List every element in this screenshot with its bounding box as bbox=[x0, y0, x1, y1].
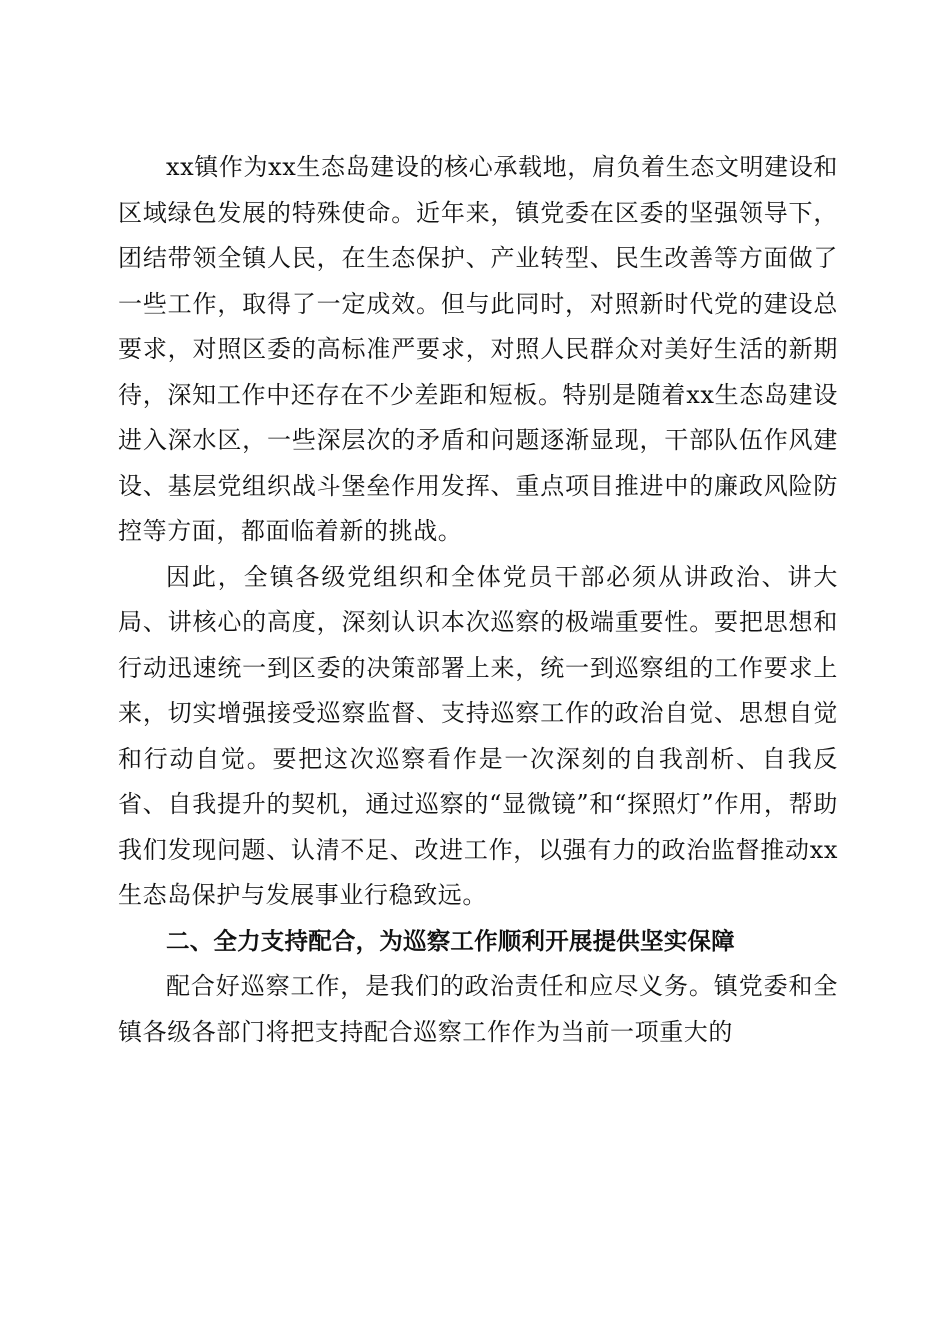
document-body bbox=[118, 145, 838, 1055]
paragraph-ecological-island-context: xx镇作为xx生态岛建设的核心承载地，肩负着生态文明建设和区域绿色发展的特殊使命。近年来，镇党委在区委的坚强领导下，团结带领全镇人民，在生态保护、产业转型、民生改善等方面做了一些工作，取得了一定成效。但与此同时，对照新时代党的建设总要求，对照区委的高标准严要求，对照人民群众对美好生活的新期待，深知工作中还存在不少差距和短板。特别是随着xx生态岛建设进入深水区，一些深层次的矛盾和问题逐渐显现，干部队伍作风建设、基层党组织战斗堡垒作用发挥、重点项目推进中的廉政风险防控等方面，都面临着新的挑战。 bbox=[118, 153, 838, 545]
paragraph-cooperation: 配合好巡察工作，是我们的政治责任和应尽义务。镇党委和全镇各级各部门将把支持配合巡察工作作为当前一项重大的 bbox=[118, 972, 838, 1046]
section-heading: 二、全力支持配合，为巡察工作顺利开展提供坚实保障 bbox=[166, 926, 735, 955]
paragraph-inspection-importance: 因此，全镇各级党组织和全体党员干部必须从讲政治、讲大局、讲核心的高度，深刻认识本次巡察的极端重要性。要把思想和行动迅速统一到区委的决策部署上来，统一到巡察组的工作要求上来，切实增强接受巡察监督、支持巡察工作的政治自觉、思想自觉和行动自觉。要把这次巡察看作是一次深刻的自我剖析、自我反省、自我提升的契机，通过巡察的“显微镜”和“探照灯”作用，帮助我们发现问题、认清不足、改进工作，以强有力的政治监督推动xx生态岛保护与发展事业行稳致远。 bbox=[118, 562, 838, 909]
